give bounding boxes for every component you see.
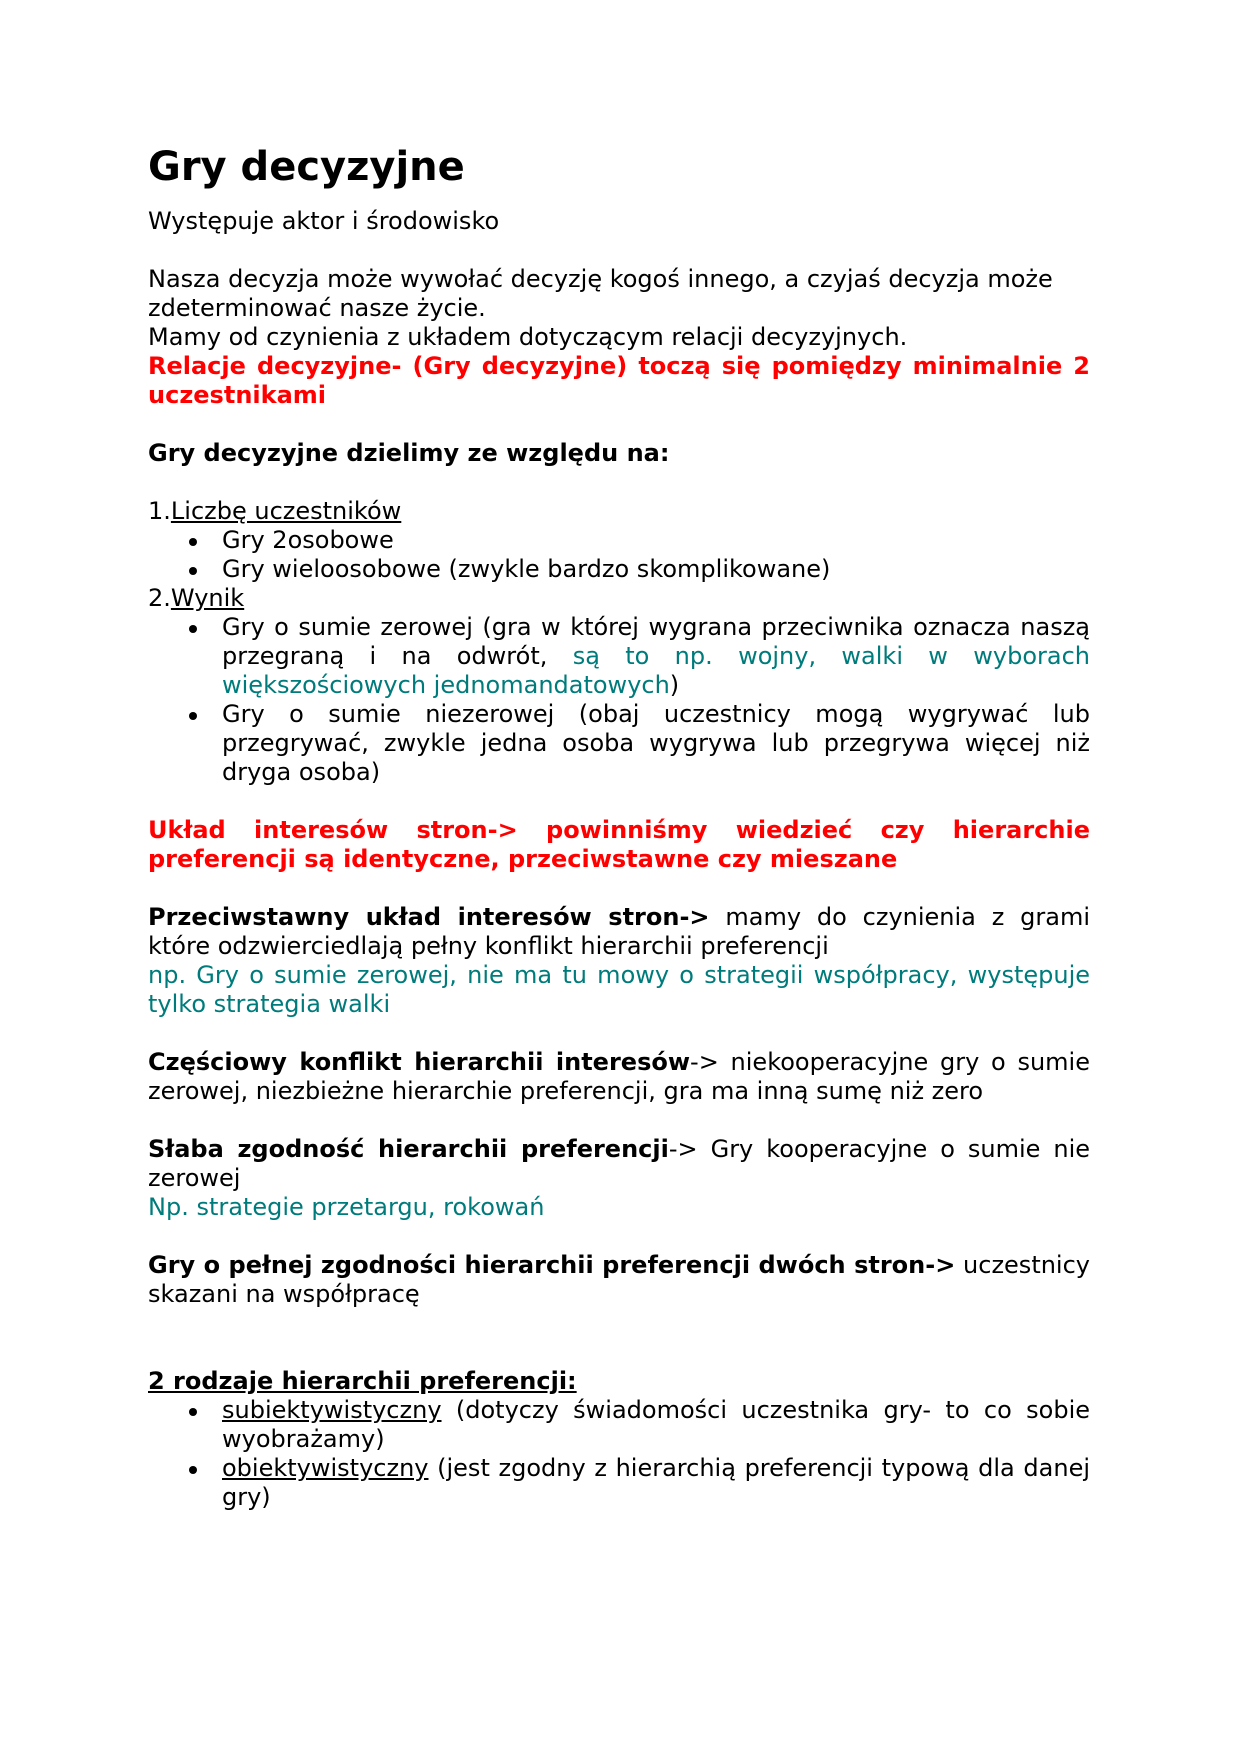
section-label: Liczbę uczestników xyxy=(170,497,402,525)
term-bold: Częściowy konflikt hierarchii interesów xyxy=(148,1048,691,1076)
paragraph-decision-relations: Mamy od czynienia z układem dotyczącym relacji decyzyjnych. xyxy=(148,323,908,351)
list-item: Gry wieloosobowe (zwykle bardzo skomplikowane) xyxy=(222,555,1090,584)
term-bold: Gry o pełnej zgodności hierarchii preferencji dwóch stron-> xyxy=(148,1251,956,1279)
paragraph-opposing xyxy=(148,903,1090,961)
term-underlined: subiektywistyczny xyxy=(222,1396,442,1424)
paragraph-full-agreement xyxy=(148,1251,1090,1309)
interests-highlight: Układ interesów stron-> powinniśmy wiedzieć czy hierarchie preferencji są identyczne, przeciwstawne czy mieszane xyxy=(148,816,1090,873)
list-item-text: ) xyxy=(669,671,680,699)
result-list xyxy=(148,613,1090,787)
list-item: Gry o sumie niezerowej (obaj uczestnicy mogą wygrywać lub przegrywać, zwykle jedna osoba wygrywa lub przegrywa więcej niż dryga osoba) xyxy=(222,700,1090,786)
paragraph-text: -> niekooperacyjne gry o sumie zerowej, niezbieżne hierarchie preferencji, gra ma inną sumę niż zero xyxy=(148,1048,1090,1105)
section-result-heading xyxy=(148,584,1090,613)
list-item-text: (jest zgodny z hierarchią preferencji typową dla danej gry) xyxy=(222,1454,1090,1511)
example-opposing: np. Gry o sumie zerowej, nie ma tu mowy o strategii współpracy, występuje tylko strategia walki xyxy=(148,961,1090,1018)
page-title: Gry decyzyjne xyxy=(148,144,465,190)
division-heading: Gry decyzyjne dzielimy ze względu na: xyxy=(148,439,670,467)
section-participants-heading xyxy=(148,497,1090,526)
list-item: Gry 2osobowe xyxy=(222,526,1090,555)
section-number: 1. xyxy=(148,497,171,525)
example-text: są to np. wojny, walki w wyborach większościowych jednomandatowych xyxy=(222,642,1090,699)
hierarchy-types-heading: 2 rodzaje hierarchii preferencji: xyxy=(148,1367,577,1395)
list-item xyxy=(222,1396,1090,1454)
paragraph-actor: Występuje aktor i środowisko xyxy=(148,207,500,235)
term-bold: Przeciwstawny układ interesów stron-> xyxy=(148,903,710,931)
paragraph-text: uczestnicy skazani na współpracę xyxy=(148,1251,1090,1308)
list-item xyxy=(222,1454,1090,1512)
example-weak-agreement: Np. strategie przetargu, rokowań xyxy=(148,1193,545,1221)
section-number: 2. xyxy=(148,584,171,612)
paragraph-decision: Nasza decyzja może wywołać decyzję kogoś innego, a czyjaś decyzja może zdeterminować nasze życie. xyxy=(148,265,1053,322)
document-body xyxy=(148,143,1090,1512)
list-item xyxy=(222,613,1090,700)
participants-list xyxy=(148,526,1090,584)
list-item-text: Gry o sumie zerowej (gra w której wygrana przeciwnika oznacza naszą przegraną i na odwrót, xyxy=(222,613,1090,670)
paragraph-weak-agreement xyxy=(148,1135,1090,1193)
paragraph-text: -> Gry kooperacyjne o sumie nie zerowej xyxy=(148,1135,1091,1192)
paragraph-text: mamy do czynienia z grami które odzwierciedlają pełny konflikt hierarchii preferencji xyxy=(148,903,1091,960)
paragraph-partial-conflict xyxy=(148,1048,1090,1106)
term-underlined: obiektywistyczny xyxy=(222,1454,429,1482)
term-bold: Słaba zgodność hierarchii preferencji xyxy=(148,1135,669,1163)
hierarchy-types-list xyxy=(148,1396,1090,1512)
paragraph-relations-highlight: Relacje decyzyjne- (Gry decyzyjne) toczą się pomiędzy minimalnie 2 uczestnikami xyxy=(148,352,1090,409)
section-label: Wynik xyxy=(170,584,245,612)
list-item-text: (dotyczy świadomości uczestnika gry- to co sobie wyobrażamy) xyxy=(222,1396,1090,1453)
